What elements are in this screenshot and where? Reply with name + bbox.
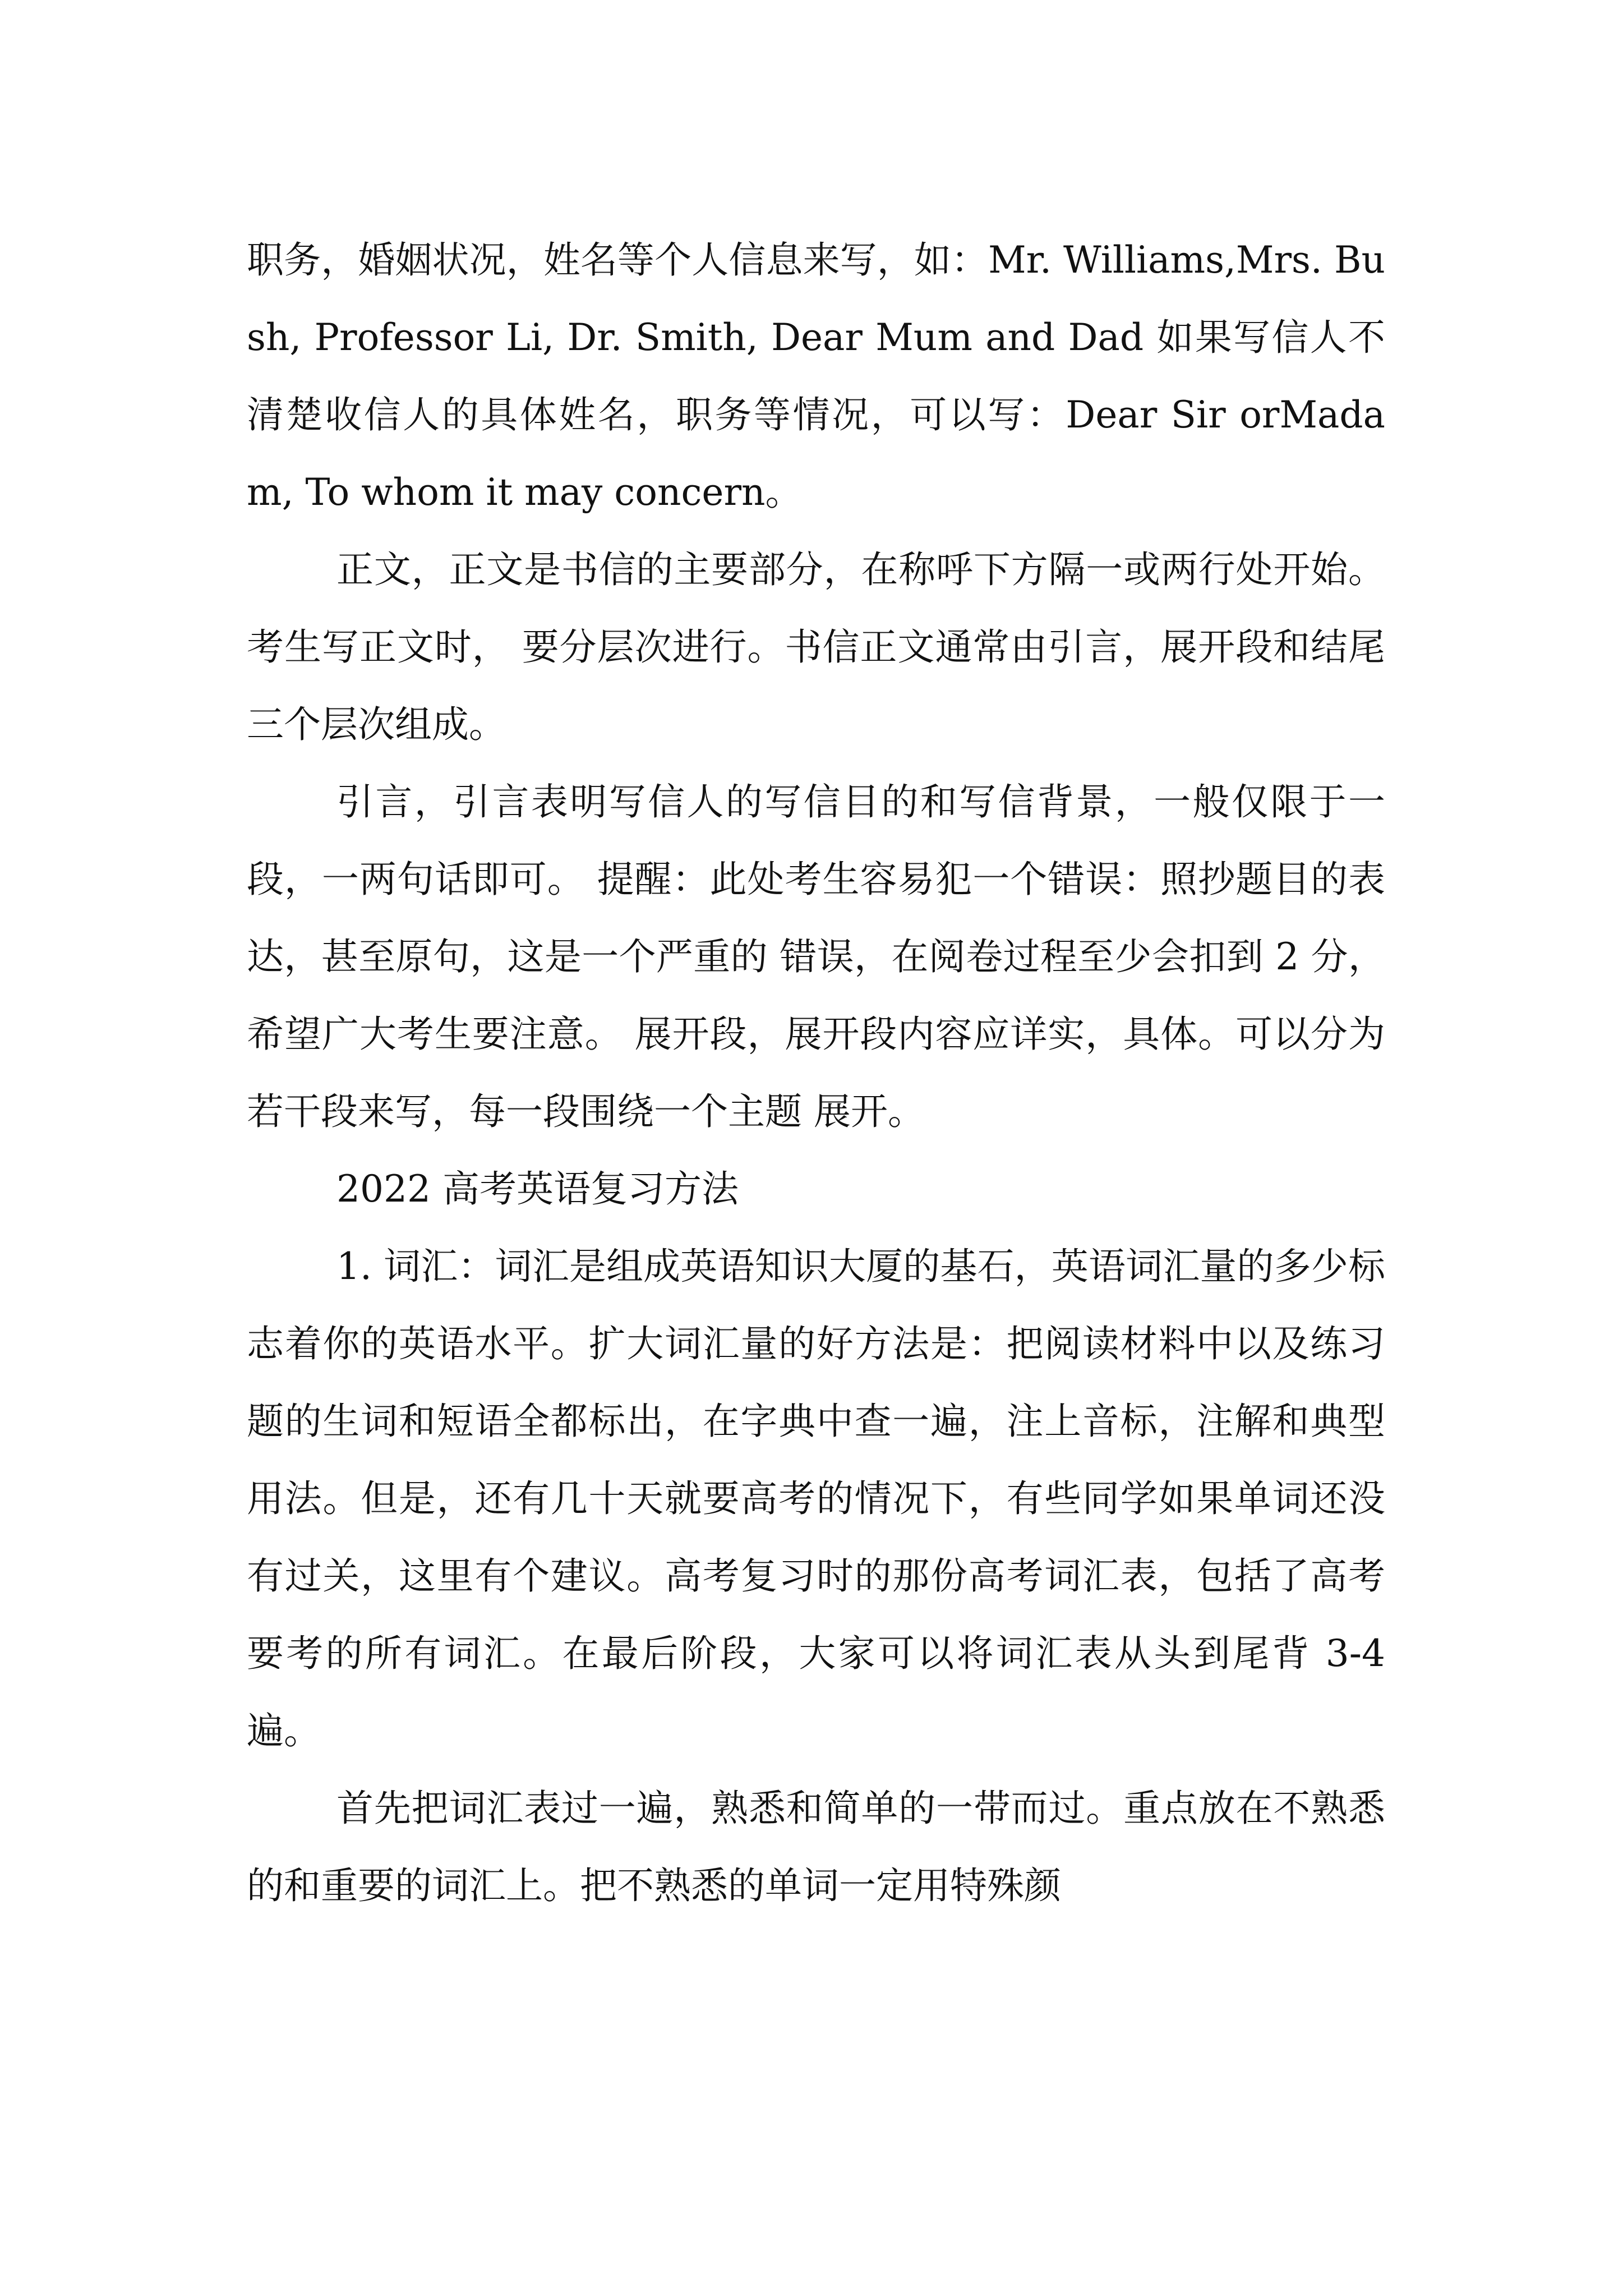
section-heading: 2022 高考英语复习方法 bbox=[336, 1167, 739, 1211]
paragraph-vocabulary: 1. 词汇：词汇是组成英语知识大厦的基石，英语词汇量的多少标志着你的英语水平。扩大词汇量的好方法是：把阅读材料中以及练习题的生词和短语全都标出，在字典中查一遍，注上音标，注解和典型用法。但是，还有几十天就要高考的情况下，有些同学如果单词还没有过关，这里有个建议。高考复习时的那份高考词汇表，包括了高考要考的所有词汇。在最后阶段，大家可以将词汇表从头到尾背 3-4 遍。 bbox=[247, 1245, 1385, 1752]
paragraph-body-intro: 正文，正文是书信的主要部分，在称呼下方隔一或两行处开始。考生写正文时， 要分层次进行。书信正文通常由引言，展开段和结尾三个层次组成。 bbox=[247, 548, 1385, 746]
body-text bbox=[247, 222, 1385, 1925]
paragraph-salutation-continued: 职务，婚姻状况，姓名等个人信息来写，如：Mr. Williams,Mrs. Bush, Professor Li, Dr. Smith, Dear Mum and Dad 如果写信人不清楚收信人的具体姓名，职务等情况，可以写：Dear Sir orMadam, To whom it may concern。 bbox=[247, 238, 1385, 514]
paragraph-introduction: 引言，引言表明写信人的写信目的和写信背景，一般仅限于一段，一两句话即可。 提醒：此处考生容易犯一个错误：照抄题目的表达，甚至原句，这是一个严重的 错误，在阅卷过程至少会扣到 2 分，希望广大考生要注意。 展开段，展开段内容应详实，具体。可以分为若干段来写，每一段围绕一个主题 展开。 bbox=[247, 780, 1385, 1133]
paragraph-vocabulary-method: 首先把词汇表过一遍，熟悉和简单的一带而过。重点放在不熟悉的和重要的词汇上。把不熟悉的单词一定用特殊颜 bbox=[247, 1787, 1385, 1907]
